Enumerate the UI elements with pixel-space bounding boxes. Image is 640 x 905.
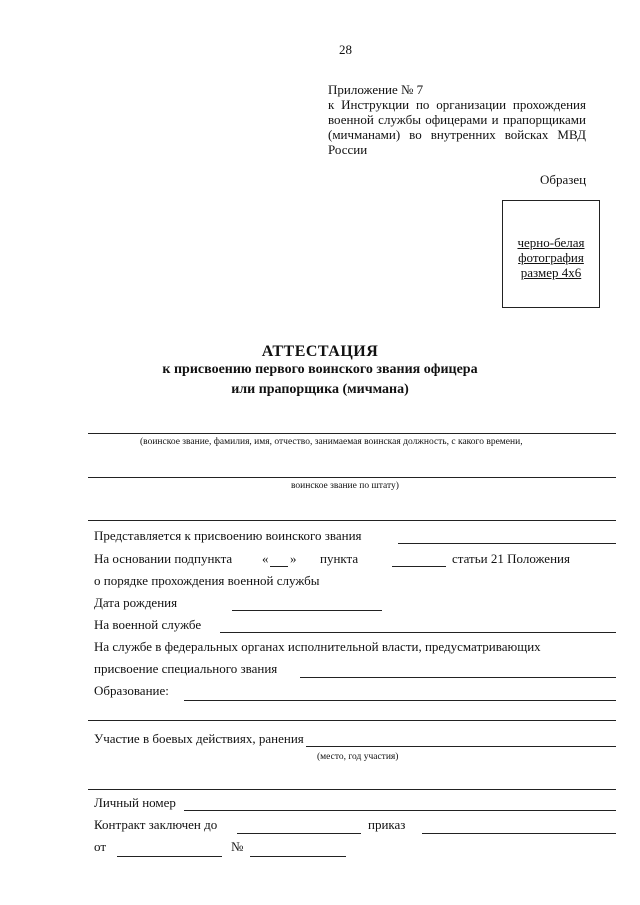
order-date-field[interactable]	[117, 856, 222, 857]
contract-label: Контракт заключен до	[94, 817, 218, 832]
birth-date-label: Дата рождения	[94, 595, 178, 610]
appendix-label: Приложение № 7	[328, 82, 424, 97]
military-service-label: На военной службе	[94, 617, 202, 632]
combat-field[interactable]	[306, 746, 616, 747]
photo-line-1: черно-белая	[517, 235, 585, 250]
order-number-field[interactable]	[250, 856, 346, 857]
military-service-field[interactable]	[220, 632, 616, 633]
quote-close: »	[290, 551, 297, 566]
personal-number-label: Личный номер	[94, 795, 176, 810]
presented-label: Представляется к присвоению воинского звания	[94, 528, 362, 543]
document-title: АТТЕСТАЦИЯ	[261, 343, 379, 360]
clause-label: пункта	[320, 551, 359, 566]
birth-date-field[interactable]	[232, 610, 382, 611]
separator-line-2	[88, 720, 616, 721]
photo-placeholder	[502, 200, 600, 308]
presented-rank-field[interactable]	[398, 543, 616, 544]
separator-line-1	[88, 520, 616, 521]
staff-rank-line[interactable]	[88, 477, 616, 478]
special-rank-label: присвоение специального звания	[94, 661, 278, 676]
number-sign-label: №	[231, 839, 244, 854]
photo-caption	[503, 235, 599, 280]
sample-label: Образец	[540, 172, 587, 187]
order-field[interactable]	[422, 833, 616, 834]
photo-line-2: фотография	[518, 250, 584, 265]
combat-label: Участие в боевых действиях, ранения	[94, 731, 304, 746]
title-line-2: к присвоению первого воинского звания офицера	[162, 362, 478, 377]
quote-open: «	[262, 551, 269, 566]
federal-service-field[interactable]	[300, 677, 616, 678]
article-label: статьи 21 Положения	[452, 551, 570, 566]
subclause-field[interactable]	[270, 566, 288, 567]
clause-field[interactable]	[392, 566, 446, 567]
order-word-label: приказ	[368, 817, 406, 832]
order-label: о порядке прохождения военной службы	[94, 573, 320, 588]
staff-rank-caption: воинское звание по штату)	[291, 481, 399, 491]
from-label: от	[94, 839, 107, 854]
separator-line-3	[88, 789, 616, 790]
education-field[interactable]	[184, 700, 616, 701]
personal-number-field[interactable]	[184, 810, 616, 811]
contract-date-field[interactable]	[237, 833, 361, 834]
rank-name-caption: (воинское звание, фамилия, имя, отчество, занимаемая воинская должность, с какого времени,	[140, 437, 523, 447]
federal-service-label: На службе в федеральных органах исполнительной власти, предусматривающих	[94, 639, 541, 654]
photo-line-3: размер 4х6	[520, 265, 582, 280]
title-line-3: или прапорщика (мичмана)	[231, 382, 409, 397]
page-number: 28	[339, 42, 352, 57]
place-year-caption: (место, год участия)	[317, 752, 399, 762]
education-label: Образование:	[94, 683, 169, 698]
appendix-text: к Инструкции по организации прохождения военной службы офицерами и прапорщиками (мичманами) во внутренних войсках МВД России	[328, 97, 586, 157]
rank-name-line[interactable]	[88, 433, 616, 434]
basis-label: На основании подпункта	[94, 551, 233, 566]
appendix-block	[328, 82, 586, 157]
